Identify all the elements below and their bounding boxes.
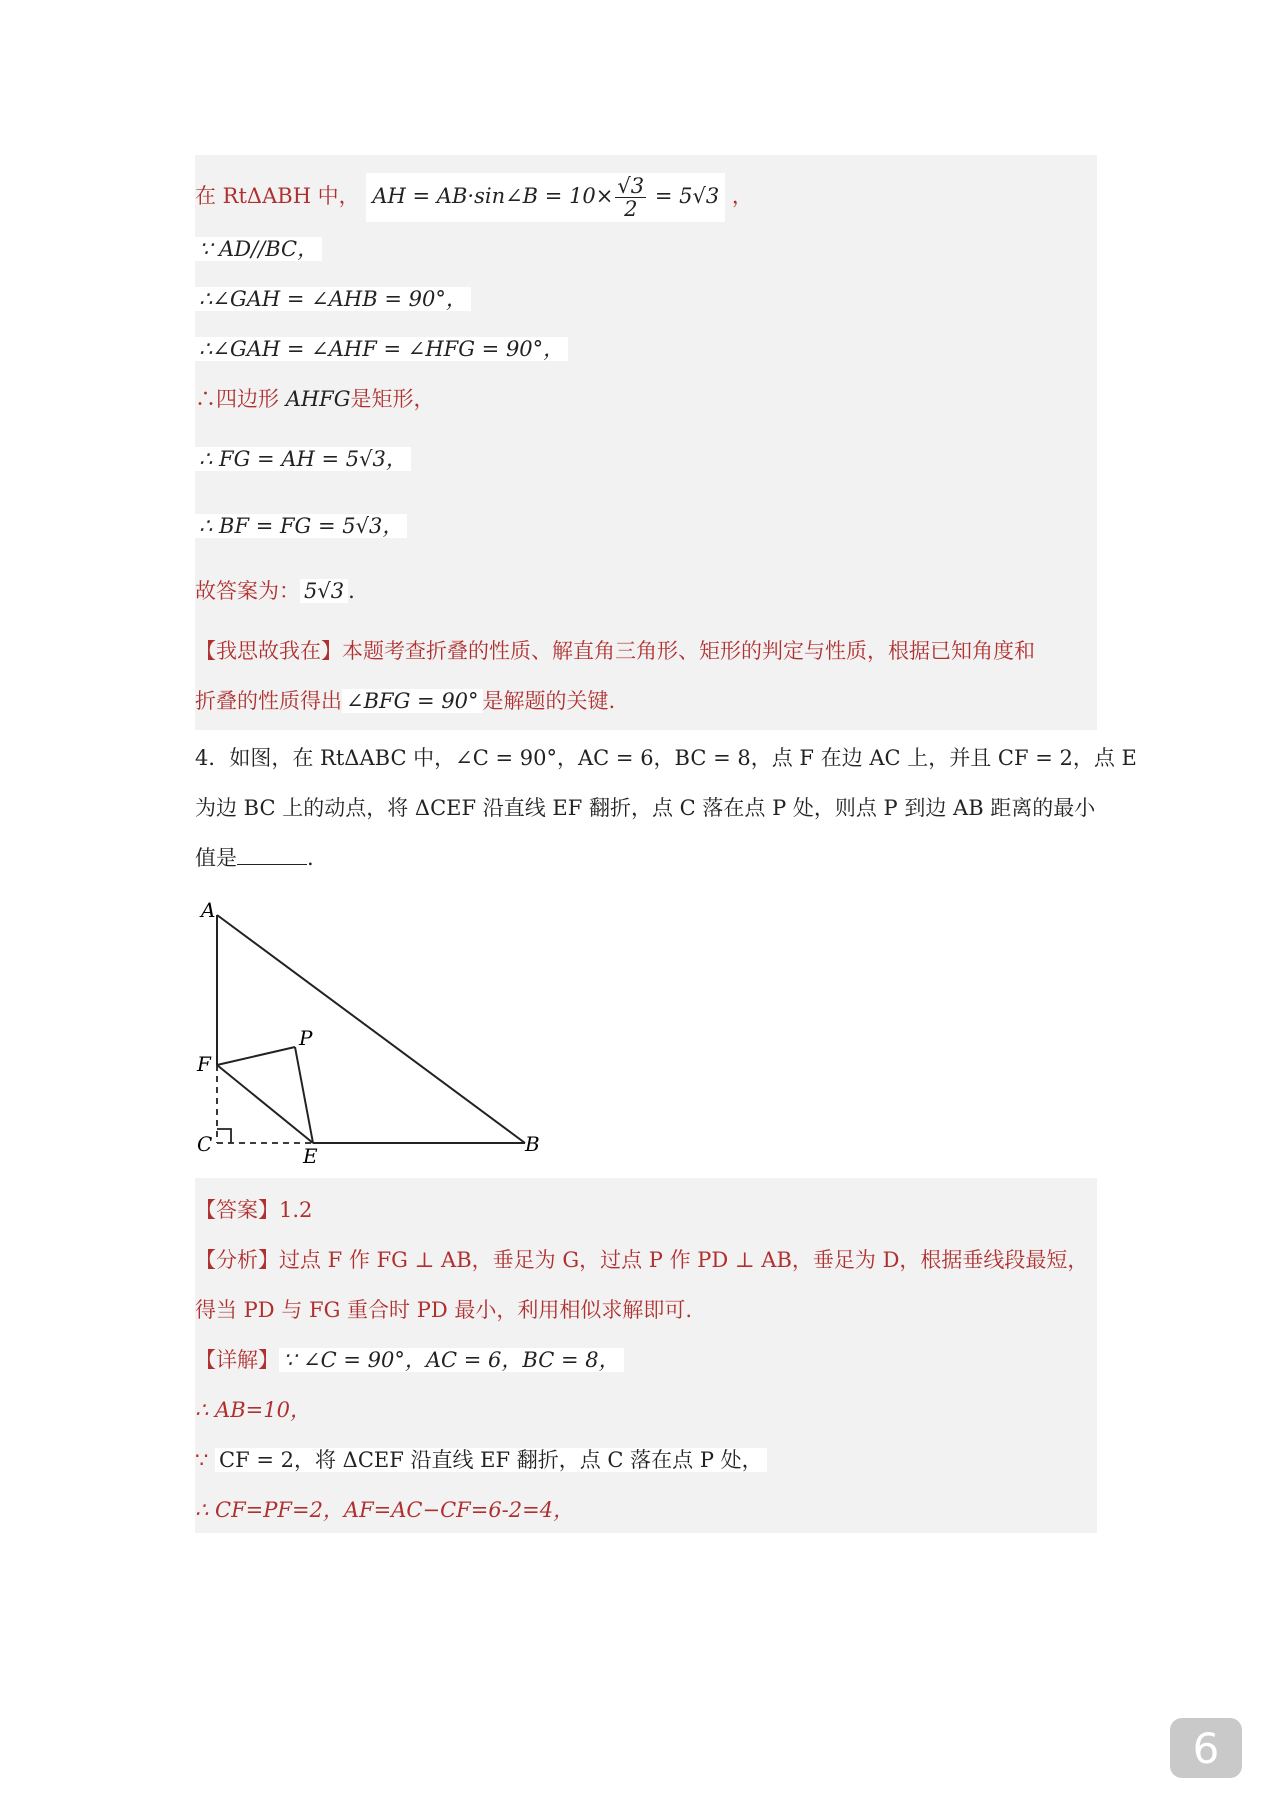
line-7-text: ∴ BF = FG = 5√3， — [195, 514, 407, 538]
line-8-a: 故答案为： — [195, 579, 300, 603]
label-F: F — [197, 1052, 211, 1076]
analysis-line-1 — [195, 1244, 1088, 1274]
segment-FP — [217, 1047, 295, 1065]
line-10-a: 折叠的性质得出 — [195, 689, 342, 713]
label-E: E — [303, 1144, 318, 1165]
question-line-3-text: 值是 — [195, 846, 237, 870]
line-9 — [195, 635, 1035, 665]
line-8-c: . — [348, 579, 355, 603]
detail-3-text: CF = 2，将 ΔCEF 沿直线 EF 翻折，点 C 落在点 P 处， — [215, 1448, 767, 1472]
label-B: B — [525, 1132, 540, 1156]
analysis-text-2: 得当 PD 与 FG 重合时 PD 最小，利用相似求解即可. — [195, 1298, 693, 1322]
line-10 — [195, 685, 615, 715]
line-8-b: 5√3 — [300, 579, 348, 603]
line-5-b: AHFG — [285, 387, 351, 411]
line-8 — [195, 575, 355, 605]
line-10-c: 是解题的关键. — [482, 689, 616, 713]
line-4 — [195, 333, 568, 363]
line-10-b: ∠BFG = 90° — [342, 689, 483, 713]
right-angle-mark — [217, 1129, 231, 1143]
question-period: . — [307, 846, 314, 870]
detail-3-because: ∵ — [195, 1448, 216, 1472]
segment-AB — [217, 915, 525, 1143]
line-5 — [195, 383, 435, 413]
solution-block-2 — [195, 1178, 1097, 1533]
analysis-line-2 — [195, 1294, 692, 1324]
line-4-text: ∴∠GAH = ∠AHF = ∠HFG = 90°， — [195, 337, 568, 361]
line-7 — [195, 510, 407, 540]
question-line-3 — [195, 842, 314, 872]
line-3-text: ∴∠GAH = ∠AHB = 90°， — [195, 287, 471, 311]
line-2-text: ∵ AD//BC， — [195, 237, 322, 261]
line-1-formula-b: = 5 — [648, 184, 693, 209]
detail-line-4 — [195, 1494, 574, 1524]
triangle-diagram — [195, 895, 555, 1165]
analysis-text-1: 【分析】过点 F 作 FG ⊥ AB，垂足为 G，过点 P 作 PD ⊥ AB，垂足为 D，根据垂线段最短， — [195, 1248, 1089, 1272]
detail-1-formula: ∵ ∠C = 90°，AC = 6，BC = 8， — [279, 1348, 624, 1372]
line-1-fraction — [615, 175, 646, 220]
line-6 — [195, 443, 411, 473]
segment-PE — [295, 1047, 313, 1143]
detail-line-1 — [195, 1344, 624, 1374]
line-5-a: ∴四边形 — [195, 387, 286, 411]
line-3 — [195, 283, 471, 313]
fraction-denominator: 2 — [624, 197, 638, 222]
detail-line-2 — [195, 1394, 311, 1424]
answer-blank — [237, 846, 307, 865]
line-1-formula-a: AH = AB·sin∠B = 10× — [372, 184, 614, 209]
line-1 — [195, 173, 753, 222]
page-number-badge: 6 — [1170, 1718, 1242, 1778]
detail-label: 【详解】 — [195, 1348, 279, 1372]
line-6-text: ∴ FG = AH = 5√3， — [195, 447, 411, 471]
fraction-numerator: √3 — [617, 174, 645, 198]
line-9-text: 【我思故我在】本题考查折叠的性质、解直角三角形、矩形的判定与性质，根据已知角度和 — [195, 639, 1035, 663]
question-line-2: 为边 BC 上的动点，将 ΔCEF 沿直线 EF 翻折，点 C 落在点 P 处，则点 P 到边 AB 距离的最小 — [195, 796, 1096, 820]
answer-line — [195, 1194, 312, 1224]
line-5-c: 是矩形， — [350, 387, 435, 411]
label-C: C — [197, 1132, 213, 1156]
label-P: P — [299, 1026, 313, 1050]
question-line-1: 4．如图，在 RtΔABC 中，∠C = 90°，AC = 6，BC = 8，点 F 在边 AC 上，并且 CF = 2，点 E — [195, 746, 1137, 770]
label-A: A — [201, 898, 216, 922]
line-2 — [195, 233, 322, 263]
detail-line-3 — [195, 1444, 767, 1474]
answer-text: 【答案】1.2 — [195, 1198, 313, 1222]
line-1-formula — [366, 173, 725, 222]
line-1-prefix: 在 RtΔABH 中， — [195, 184, 360, 209]
detail-4-text: ∴ CF=PF=2，AF=AC−CF=6-2=4， — [195, 1498, 575, 1522]
detail-2-text: ∴ AB=10， — [195, 1398, 311, 1422]
line-1-end: ， — [731, 184, 753, 209]
solution-block-1 — [195, 155, 1097, 730]
line-1-sqrt: √3 — [692, 184, 720, 209]
